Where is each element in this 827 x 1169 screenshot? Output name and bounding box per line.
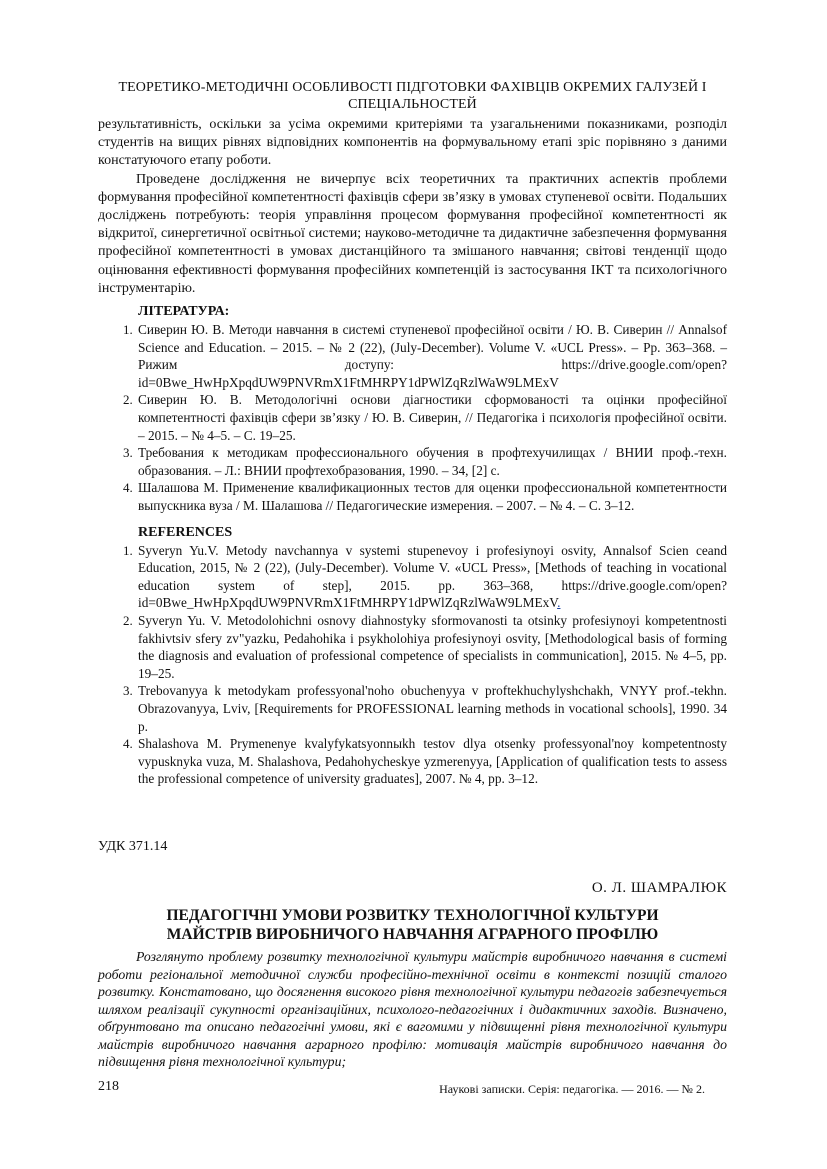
reference-item: 2. Syveryn Yu. V. Metodolohichni osnovy diahnostyky sformovanosti ta otsinky profesiynoyi kompetentnosti fakhivtsiv sfery zv"yazku, Pedahohika i psykholohiya profesiynoyi osvity, [Methodological basis of forming the diagnosis and evaluation of professional competence of specialists in communication], 2015. № 4–5, pp. 19–25. — [136, 612, 727, 682]
article-title — [98, 906, 727, 944]
literature-item: 3. Требования к методикам профессионального обучения в профтехучилищах / ВНИИ проф.-техн. образования. – Л.: ВНИИ профтехобразования, 1990. – 34, [2] с. — [136, 444, 727, 479]
page-number: 218 — [98, 1079, 119, 1094]
paragraph: результативність, оскільки за усіма окремими критеріями та узагальненими показниками, розподіл студентів на вищих рівнях відповідних компонентів на формувальному етапі зріс порівняно з даними констатуючого етапу роботи. — [98, 117, 727, 169]
title-line: ПЕДАГОГІЧНІ УМОВИ РОЗВИТКУ ТЕХНОЛОГІЧНОЇ КУЛЬТУРИ — [166, 907, 659, 924]
main-text — [98, 116, 727, 788]
running-head: ТЕОРЕТИКО-МЕТОДИЧНІ ОСОБЛИВОСТІ ПІДГОТОВКИ ФАХІВЦІВ ОКРЕМИХ ГАЛУЗЕЙ І СПЕЦІАЛЬНОСТЕЙ — [118, 80, 707, 112]
paragraph: Проведене дослідження не вичерпує всіх теоретичних та практичних аспектів проблеми формування професійної компетентності фахівців сфери зв’язку в умовах ступеневої освіти. Подальших досліджень потребують: теорія управління процесом формування професійної компетентності як відкритої, синергетичної освітньої системи; науково-методичне та дидактичне забезпечення формування професійної компетентності в умовах дистанційного та змішаного навчання; світові тенденції щодо оцінювання ефективності формування професійних компетенцій із застосування ІКТ та психологічного інструментарію. — [98, 171, 727, 296]
literature-list — [98, 321, 727, 515]
literature-item: 4. Шалашова М. Применение квалификационных тестов для оценки профессиональной компетентности выпускника вуза / М. Шалашова // Педагогические измерения. – 2007. – № 4. – С. 3–12. — [136, 479, 727, 514]
references-list — [98, 542, 727, 788]
reference-link[interactable]: . — [557, 595, 561, 611]
references-heading: REFERENCES — [138, 524, 233, 540]
udk-code: УДК 371.14 — [98, 839, 168, 854]
reference-item: 4. Shalashova M. Prymenenye kvalyfykatsyonnыkh testov dlya otsenky professyonal'noy kompetentnosty vypusknyka vuza, M. Shalashova, Pedahohycheskye yzmerenyya, [Application of qualification tests to assess the professional competence of university graduates], 2007. № 4, pp. 3–12. — [136, 735, 727, 788]
literature-item: 1. Сиверин Ю. В. Методи навчання в системі ступеневої професійної освіти / Ю. В. Сиверин // Annalsof Science and Education. – 2015. – № 2 (22), (July-December). Volume V. «UCL Press». – Pp. 363–368. – Рижим доступу: https://drive.google.com/open?id=0Bwe_HwHpXpqdUW9PNVRmX1FtMHRPY1dPWlZqRzlWaW9LMExV — [136, 321, 727, 391]
author-name: О. Л. ШАМРАЛЮК — [591, 880, 727, 896]
title-line: МАЙСТРІВ ВИРОБНИЧОГО НАВЧАННЯ АГРАРНОГО ПРОФІЛЮ — [166, 926, 659, 943]
reference-text: Syveryn Yu.V. Metody navchannya v systemi stupenevoy i profesiynoyi osvity, Annalsof Scien ceand Education, 2015, № 2 (22), (July-December). Volume V. «UCL Press», [Methods of teaching in vocational education system of step], 2015. pp. 363–368, https://drive.google.com/open?id=0Bwe_HwHpXpqdUW9PNVRmX1FtMHRPY1dPWlZqRzlWaW9LMExV — [138, 542, 727, 611]
literature-heading: ЛІТЕРАТУРА: — [138, 304, 230, 320]
reference-item — [136, 542, 727, 612]
journal-footer: Наукові записки. Серія: педагогіка. — 2016. — № 2. — [439, 1082, 705, 1096]
literature-item: 2. Сиверин Ю. В. Методологічні основи діагностики сформованості та оцінки професійної компетентності фахівців сфери зв’язку / Ю. В. Сиверин, // Педагогіка і психологія професійної освіти. – 2015. – № 4–5. – С. 19–25. — [136, 391, 727, 444]
reference-item: 3. Trebovanyya k metodykam professyonal'noho obuchenyya v proftekhuchylyshchakh, VNYY prof.-tekhn. Obrazovanyya, Lviv, [Requirements for PROFESSIONAL learning methods in vocational schools], 1990. 34 p. — [136, 682, 727, 735]
abstract: Розглянуто проблему розвитку технологічної культури майстрів виробничого навчання в системі роботи регіональної методичної служби професійно-технічної освіти в контексті позицій сталого розвитку. Констатовано, що досягнення високого рівня технологічної культури педагогів забезпечується шляхом реалізації сукупності організаційних, психолого-педагогічних і дидактичних заходів. Визначено, обґрунтовано та описано педагогічні умови, які є вагомими у підвищенні рівня технологічної культури майстрів виробничого навчання аграрного профілю: мотивація майстрів виробничого навчання до підвищення рівня технологічної культури; — [98, 949, 727, 1069]
